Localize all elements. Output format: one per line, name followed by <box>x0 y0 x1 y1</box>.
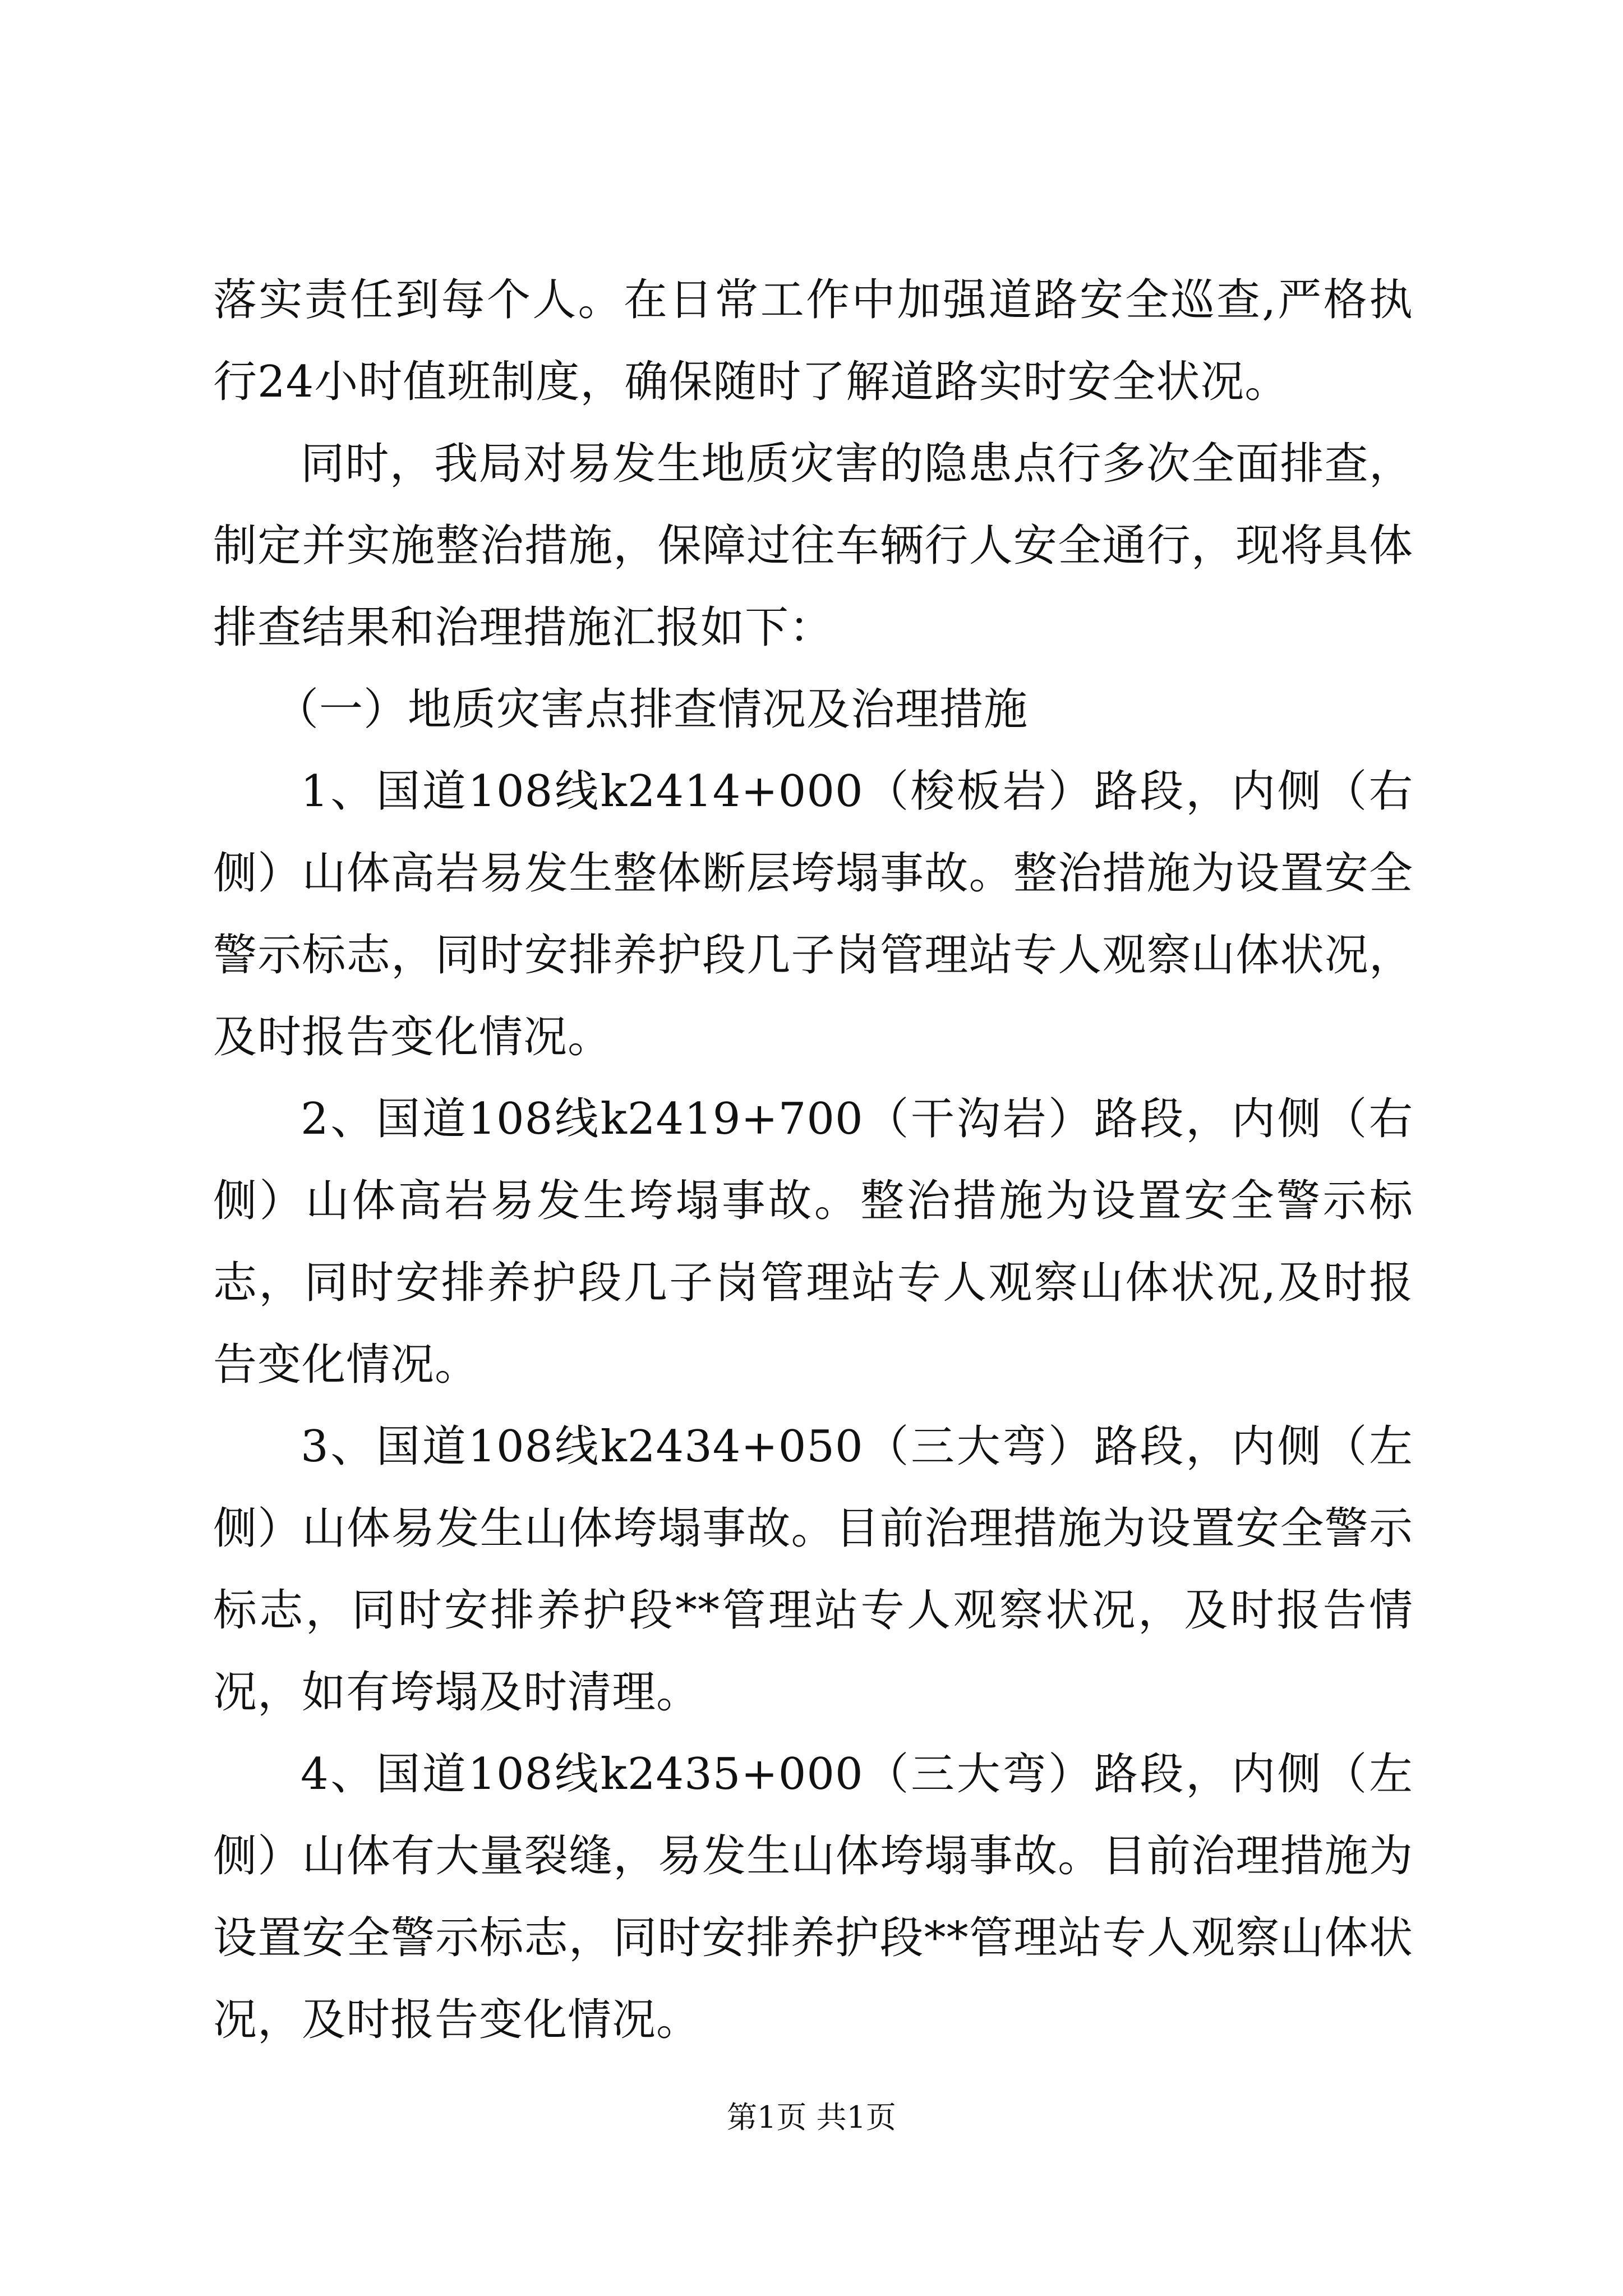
paragraph-continuation: 落实责任到每个人。在日常工作中加强道路安全巡查,严格执行24小时值班制度，确保随时了解道路实时安全状况。 <box>213 275 1413 407</box>
section-heading: （一）地质灾害点排查情况及治理措施 <box>275 684 1029 735</box>
page-footer: 第1页 共1页 <box>727 2100 896 2135</box>
paragraph-item-2: 2、国道108线k2419+700（干沟岩）路段，内侧（右侧）山体高岩易发生垮塌事故。整治措施为设置安全警示标志，同时安排养护段几子岗管理站专人观察山体状况,及时报告变化情况。 <box>213 1094 1413 1390</box>
paragraph-item-4: 4、国道108线k2435+000（三大弯）路段，内侧（左侧）山体有大量裂缝，易发生山体垮塌事故。目前治理措施为设置安全警示标志，同时安排养护段**管理站专人观察山体状况，及时报告变化情况。 <box>213 1749 1413 2045</box>
paragraph-intro: 同时，我局对易发生地质灾害的隐患点行多次全面排查，制定并实施整治措施，保障过往车辆行人安全通行，现将具体排查结果和治理措施汇报如下： <box>213 439 1413 653</box>
paragraph-item-1: 1、国道108线k2414+000（梭板岩）路段，内侧（右侧）山体高岩易发生整体断层垮塌事故。整治措施为设置安全警示标志，同时安排养护段几子岗管理站专人观察山体状况，及时报告变化情况。 <box>213 766 1413 1062</box>
document-body <box>213 259 1413 2061</box>
paragraph-item-3: 3、国道108线k2434+050（三大弯）路段，内侧（左侧）山体易发生山体垮塌事故。目前治理措施为设置安全警示标志，同时安排养护段**管理站专人观察状况，及时报告情况，如有垮塌及时清理。 <box>213 1421 1413 1718</box>
